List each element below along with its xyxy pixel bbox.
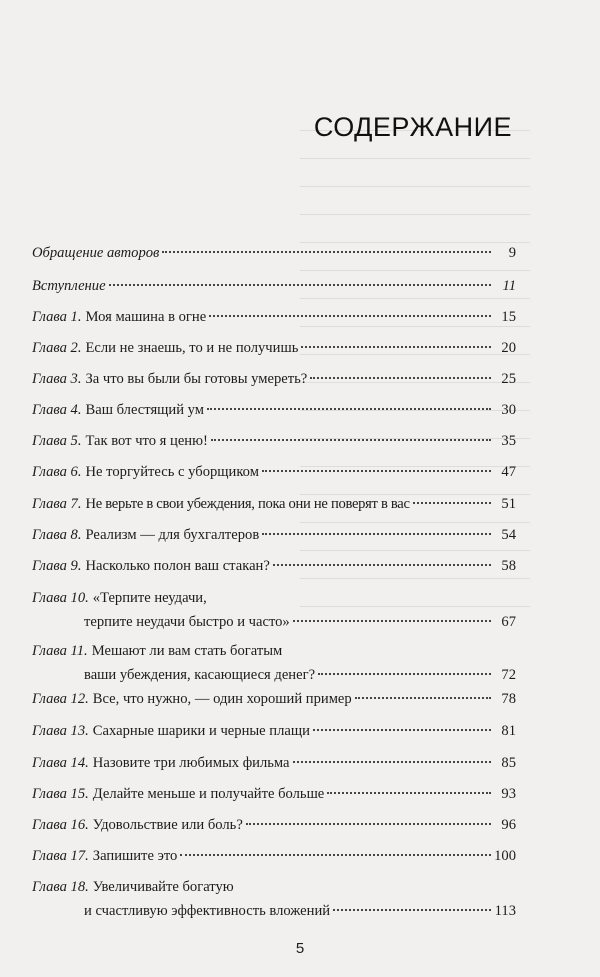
dot-leader — [313, 729, 491, 731]
toc-entry — [32, 494, 516, 514]
dot-leader — [293, 620, 491, 622]
chapter-label: Глава 16. — [32, 817, 89, 833]
entry-page: 96 — [501, 817, 516, 833]
dot-leader — [246, 823, 491, 825]
toc-entry — [32, 641, 516, 685]
entry-title: Запишите это — [92, 848, 178, 864]
dot-leader — [310, 377, 491, 379]
chapter-label: Глава 3. — [32, 371, 82, 387]
chapter-label: Глава 13. — [32, 723, 89, 739]
toc-entry — [32, 846, 516, 866]
chapter-label: Глава 2. — [32, 340, 82, 356]
toc-entry — [32, 815, 516, 835]
entry-title-continued: ваши убеждения, касающиеся денег? — [84, 667, 316, 683]
entry-title: Увеличивайте богатую — [92, 879, 234, 895]
dot-leader — [262, 470, 491, 472]
dot-leader — [209, 315, 491, 317]
entry-page: 35 — [501, 433, 516, 449]
entry-page: 93 — [501, 786, 516, 802]
toc-entry — [32, 243, 516, 263]
chapter-label: Глава 12. — [32, 691, 89, 707]
entry-title: Насколько полон ваш стакан? — [85, 558, 270, 574]
dot-leader — [180, 854, 491, 856]
entry-page: 85 — [501, 755, 516, 771]
entry-page: 15 — [501, 309, 516, 325]
entry-title: Вступление — [32, 278, 106, 294]
entry-page: 54 — [501, 527, 516, 543]
entry-page: 20 — [501, 340, 516, 356]
entry-page: 11 — [502, 278, 516, 294]
chapter-label: Глава 5. — [32, 433, 82, 449]
entry-title: Не торгуйтесь с уборщиком — [85, 464, 259, 480]
entry-title: «Терпите неудачи, — [92, 590, 207, 606]
entry-page: 67 — [501, 614, 516, 630]
entry-page: 81 — [501, 723, 516, 739]
chapter-label: Глава 4. — [32, 402, 82, 418]
entry-title: Все, что нужно, — один хороший пример — [92, 691, 352, 707]
toc-entry — [32, 753, 516, 773]
entry-page: 100 — [494, 848, 516, 864]
chapter-label: Глава 9. — [32, 558, 82, 574]
entry-page: 113 — [494, 903, 516, 919]
toc-entry — [32, 784, 516, 804]
entry-title: Назовите три любимых фильма — [92, 755, 290, 771]
dot-leader — [273, 564, 491, 566]
toc-entry — [32, 338, 516, 358]
entry-title: Делайте меньше и получайте больше — [92, 786, 325, 802]
dot-leader — [413, 502, 491, 504]
entry-page: 51 — [501, 496, 516, 512]
chapter-label: Глава 6. — [32, 464, 82, 480]
entry-page: 72 — [501, 667, 516, 683]
entry-title: Моя машина в огне — [85, 309, 207, 325]
entry-title: Если не знаешь, то и не получишь — [85, 340, 299, 356]
toc-entry — [32, 588, 516, 632]
entry-title: Мешают ли вам стать богатым — [91, 643, 283, 659]
dot-leader — [355, 697, 491, 699]
dot-leader — [109, 284, 491, 286]
toc-entry — [32, 276, 516, 296]
dot-leader — [318, 673, 491, 675]
chapter-label: Глава 11. — [32, 643, 88, 659]
chapter-label: Глава 18. — [32, 879, 89, 895]
chapter-label: Глава 14. — [32, 755, 89, 771]
entry-title-continued: терпите неудачи быстро и часто» — [84, 614, 290, 630]
dot-leader — [162, 251, 491, 253]
entry-page: 47 — [501, 464, 516, 480]
entry-title: Реализм — для бухгалтеров — [85, 527, 260, 543]
toc-entry — [32, 369, 516, 389]
chapter-label: Глава 17. — [32, 848, 89, 864]
chapter-label: Глава 1. — [32, 309, 82, 325]
toc-entry — [32, 877, 516, 921]
toc-entry — [32, 400, 516, 420]
entry-title: За что вы были бы готовы умереть? — [85, 371, 308, 387]
entry-page: 25 — [501, 371, 516, 387]
chapter-label: Глава 10. — [32, 590, 89, 606]
toc-entry — [32, 525, 516, 545]
entry-title: Так вот что я ценю! — [85, 433, 208, 449]
dot-leader — [327, 792, 491, 794]
chapter-label: Глава 7. — [32, 496, 82, 512]
toc-entry — [32, 556, 516, 576]
dot-leader — [207, 408, 491, 410]
page-number: 5 — [295, 940, 305, 957]
toc-entry — [32, 462, 516, 482]
toc-entry — [32, 689, 516, 709]
entry-title: Не верьте в свои убеждения, пока они не поверят в вас — [85, 496, 410, 512]
entry-page: 9 — [508, 245, 516, 261]
page-title: СОДЕРЖАНИЕ — [313, 112, 512, 143]
entry-title: Сахарные шарики и черные плащи — [92, 723, 310, 739]
chapter-label: Глава 8. — [32, 527, 82, 543]
toc-entry — [32, 307, 516, 327]
dot-leader — [293, 761, 491, 763]
dot-leader — [262, 533, 491, 535]
entry-title: Удовольствие или боль? — [92, 817, 243, 833]
entry-page: 30 — [501, 402, 516, 418]
chapter-label: Глава 15. — [32, 786, 89, 802]
entry-title-continued: и счастливую эффективность вложений — [84, 903, 331, 919]
entry-title: Ваш блестящий ум — [85, 402, 205, 418]
entry-page: 58 — [501, 558, 516, 574]
toc-entry — [32, 431, 516, 451]
dot-leader — [301, 346, 491, 348]
entry-page: 78 — [501, 691, 516, 707]
dot-leader — [333, 909, 491, 911]
toc-entry — [32, 721, 516, 741]
entry-title: Обращение авторов — [32, 245, 160, 261]
dot-leader — [211, 439, 491, 441]
